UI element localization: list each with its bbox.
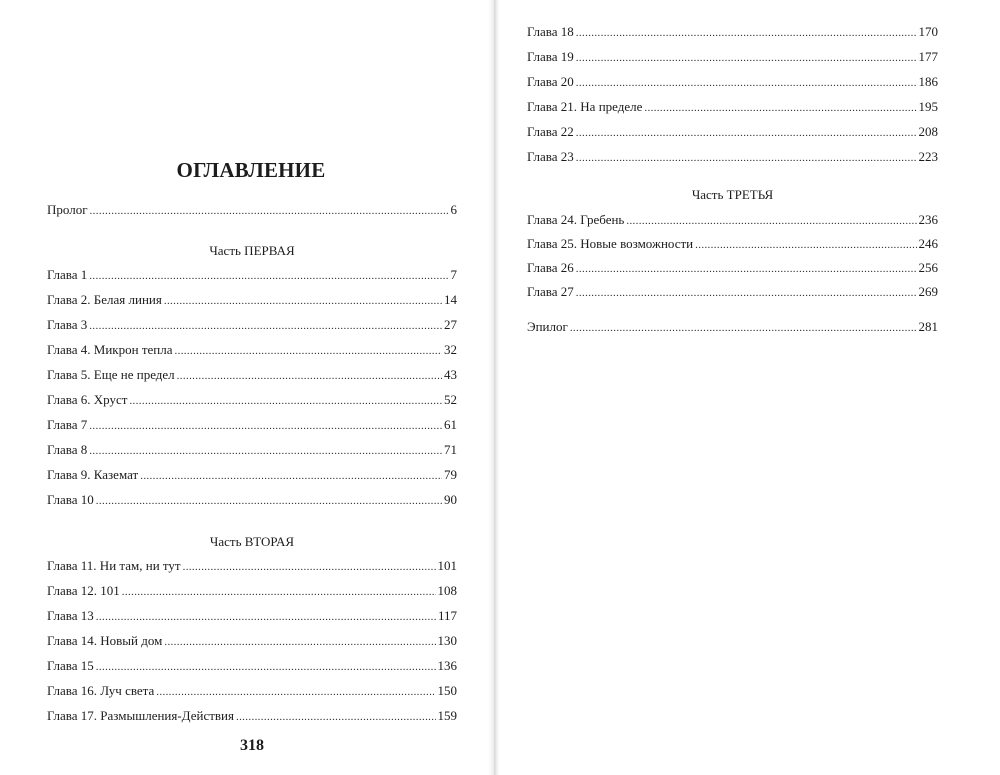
- entry-page: 71: [444, 442, 457, 457]
- entry-title: Глава 26: [527, 260, 574, 275]
- dot-leader: [576, 260, 917, 277]
- toc-entry[interactable]: [527, 49, 938, 66]
- part-heading-2: Часть ВТОРАЯ: [209, 534, 295, 549]
- entry-title: Глава 24. Гребень: [527, 212, 625, 227]
- dot-leader: [175, 342, 443, 359]
- dot-leader: [122, 583, 436, 600]
- dot-leader: [129, 392, 442, 409]
- entry-page: 27: [444, 317, 457, 332]
- toc-entry[interactable]: [47, 417, 457, 434]
- entry-page: 208: [918, 124, 938, 139]
- entry-title: Глава 22: [527, 124, 574, 139]
- entry-title: Глава 5. Еще не предел: [47, 367, 175, 382]
- dot-leader: [90, 202, 449, 219]
- toc-entry[interactable]: [527, 74, 938, 91]
- entry-title: Пролог: [47, 202, 88, 217]
- toc-title: ОГЛАВЛЕНИЕ: [176, 158, 326, 182]
- dot-leader: [164, 292, 442, 309]
- entry-title: Глава 6. Хруст: [47, 392, 128, 407]
- entry-page: 108: [437, 583, 457, 598]
- dot-leader: [140, 467, 442, 484]
- entry-page: 130: [437, 633, 457, 648]
- toc-entry[interactable]: [47, 392, 457, 409]
- entry-title: Глава 4. Микрон тепла: [47, 342, 173, 357]
- entry-title: Глава 20: [527, 74, 574, 89]
- toc-entry[interactable]: [47, 442, 457, 459]
- entry-page: 246: [918, 236, 938, 251]
- dot-leader: [177, 367, 442, 384]
- dot-leader: [644, 99, 916, 116]
- right-page: [492, 0, 1000, 775]
- toc-entry[interactable]: [527, 99, 938, 116]
- dot-leader: [96, 658, 436, 675]
- dot-leader: [96, 492, 442, 509]
- entry-page: 159: [437, 708, 457, 723]
- entry-page: 90: [444, 492, 457, 507]
- entry-title: Эпилог: [527, 319, 568, 334]
- entry-page: 269: [918, 284, 938, 299]
- entry-page: 14: [444, 292, 457, 307]
- entry-title: Глава 2. Белая линия: [47, 292, 162, 307]
- dot-leader: [89, 417, 442, 434]
- entry-title: Глава 19: [527, 49, 574, 64]
- dot-leader: [570, 319, 917, 336]
- toc-entry[interactable]: [47, 683, 457, 700]
- dot-leader: [89, 442, 442, 459]
- entry-page: 117: [437, 608, 457, 623]
- entry-title: Глава 17. Размышления-Действия: [47, 708, 234, 723]
- entry-page: 281: [918, 319, 938, 334]
- entry-page: 256: [918, 260, 938, 275]
- entry-title: Глава 1: [47, 267, 88, 282]
- dot-leader: [626, 212, 916, 229]
- toc-entry[interactable]: [527, 212, 938, 229]
- toc-entry[interactable]: [527, 260, 938, 277]
- entry-page: 7: [450, 267, 457, 282]
- toc-entry[interactable]: [527, 124, 938, 141]
- toc-entry[interactable]: [47, 492, 457, 509]
- page-number: 318: [240, 737, 264, 754]
- entry-title: Глава 10: [47, 492, 94, 507]
- entry-title: Глава 8: [47, 442, 88, 457]
- entry-title: Глава 15: [47, 658, 94, 673]
- dot-leader: [576, 284, 917, 301]
- entry-page: 136: [437, 658, 457, 673]
- toc-entry[interactable]: [47, 292, 457, 309]
- entry-page: 6: [450, 202, 457, 217]
- entry-page: 223: [918, 149, 938, 164]
- entry-page: 195: [918, 99, 938, 114]
- entry-title: Глава 23: [527, 149, 574, 164]
- toc-entry[interactable]: [527, 149, 938, 166]
- entry-title: Глава 18: [527, 24, 574, 39]
- dot-leader: [576, 24, 917, 41]
- toc-entry[interactable]: [47, 558, 457, 575]
- book-gutter: [488, 0, 500, 775]
- entry-title: Глава 9. Каземат: [47, 467, 139, 482]
- toc-entry[interactable]: [47, 367, 457, 384]
- dot-leader: [89, 267, 448, 284]
- toc-entry[interactable]: [527, 24, 938, 41]
- entry-title: Глава 7: [47, 417, 88, 432]
- toc-entry[interactable]: [47, 317, 457, 334]
- entry-title: Глава 14. Новый дом: [47, 633, 163, 648]
- toc-entry[interactable]: [47, 708, 457, 725]
- dot-leader: [96, 608, 436, 625]
- dot-leader: [156, 683, 435, 700]
- dot-leader: [89, 317, 442, 334]
- entry-title: Глава 25. Новые возможности: [527, 236, 694, 251]
- toc-entry[interactable]: [527, 236, 938, 253]
- entry-page: 79: [444, 467, 457, 482]
- entry-title: Глава 11. Ни там, ни тут: [47, 558, 181, 573]
- entry-page: 101: [437, 558, 457, 573]
- dot-leader: [576, 49, 917, 66]
- dot-leader: [236, 708, 436, 725]
- toc-entry[interactable]: [47, 608, 457, 625]
- toc-entry[interactable]: [47, 267, 457, 284]
- entry-title: Глава 12. 101: [47, 583, 120, 598]
- entry-page: 150: [437, 683, 457, 698]
- entry-page: 32: [444, 342, 457, 357]
- toc-entry-epilogue[interactable]: [527, 319, 938, 336]
- dot-leader: [576, 74, 917, 91]
- toc-entry[interactable]: [47, 342, 457, 359]
- dot-leader: [695, 236, 916, 253]
- toc-entry[interactable]: [47, 658, 457, 675]
- dot-leader: [164, 633, 435, 650]
- entry-page: 170: [918, 24, 938, 39]
- toc-entry[interactable]: [47, 467, 457, 484]
- entry-page: 61: [444, 417, 457, 432]
- entry-title: Глава 3: [47, 317, 88, 332]
- entry-page: 236: [918, 212, 938, 227]
- entry-page: 52: [444, 392, 457, 407]
- entry-page: 177: [918, 49, 938, 64]
- part-heading-3: Часть ТРЕТЬЯ: [691, 187, 774, 202]
- entry-title: Глава 21. На пределе: [527, 99, 643, 114]
- dot-leader: [183, 558, 436, 575]
- part-heading-1: Часть ПЕРВАЯ: [209, 243, 295, 258]
- dot-leader: [576, 124, 917, 141]
- entry-title: Глава 13: [47, 608, 94, 623]
- entry-title: Глава 27: [527, 284, 574, 299]
- toc-entry[interactable]: [47, 633, 457, 650]
- entry-page: 186: [918, 74, 938, 89]
- toc-entry[interactable]: [47, 583, 457, 600]
- toc-entry-prologue[interactable]: [47, 202, 457, 219]
- entry-page: 43: [444, 367, 457, 382]
- entry-title: Глава 16. Луч света: [47, 683, 155, 698]
- toc-entry[interactable]: [527, 284, 938, 301]
- dot-leader: [576, 149, 917, 166]
